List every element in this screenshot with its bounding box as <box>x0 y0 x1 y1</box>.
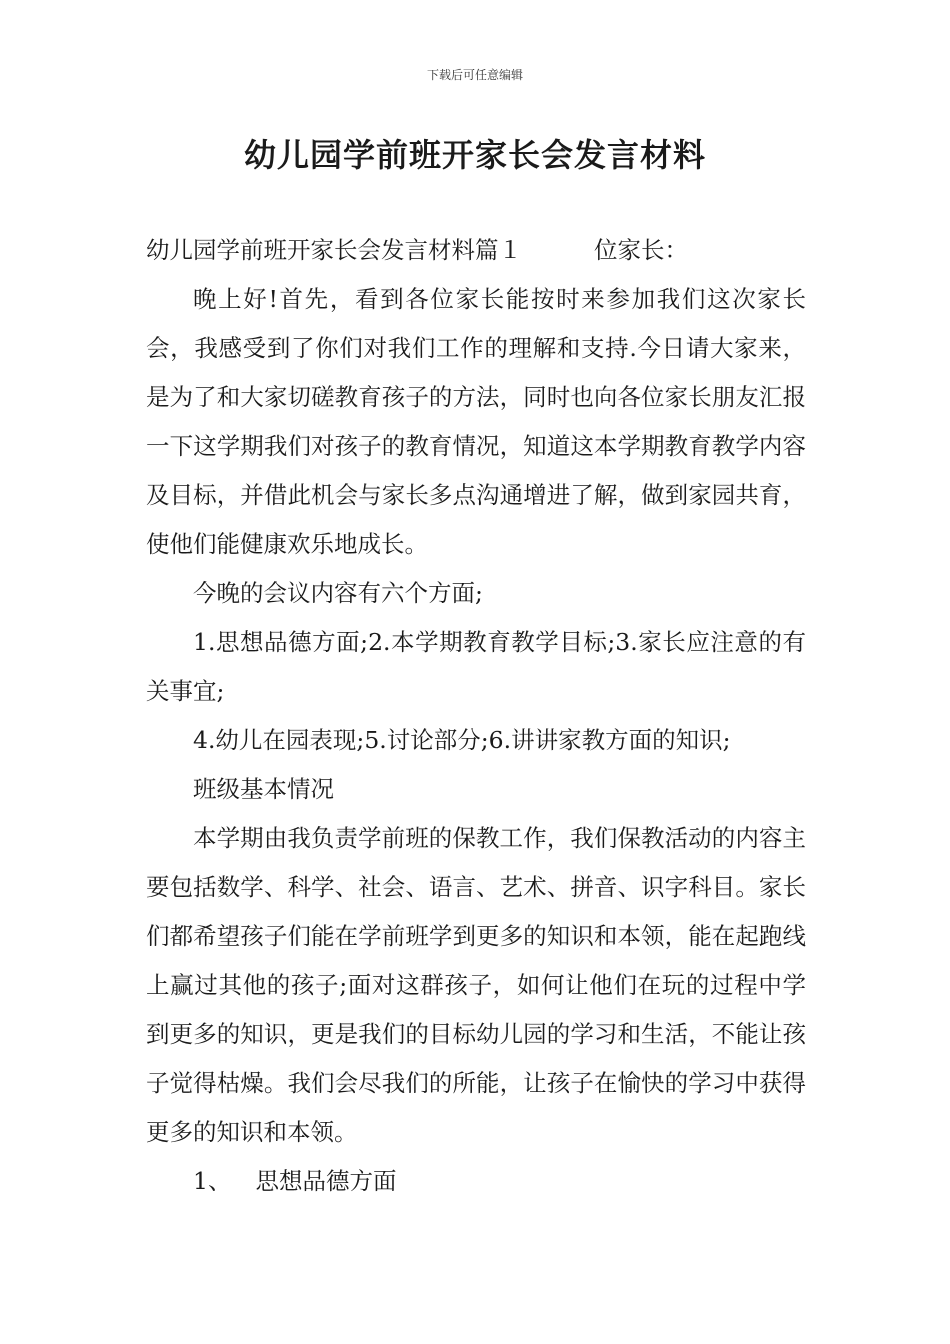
header-note: 下载后可任意编辑 <box>426 68 523 82</box>
section-label: 思想品德方面 <box>255 1167 397 1195</box>
article-heading: 幼儿园学前班开家长会发言材料篇１ <box>146 236 522 264</box>
document-body <box>146 226 806 1206</box>
paragraph-meeting-intro: 今晚的会议内容有六个方面; <box>193 579 483 607</box>
paragraph-class-info: 本学期由我负责学前班的保教工作，我们保教活动的内容主要包括数学、科学、社会、语言、艺术、拼音、识字科目。家长们都希望孩子们能在学前班学到更多的知识和本领，能在起跑线上赢过其他的孩子;面对这群孩子，如何让他们在玩的过程中学到更多的知识，更是我们的目标幼儿园的学习和生活，不能让孩子觉得枯燥。我们会尽我们的所能，让孩子在愉快的学习中获得更多的知识和本领。 <box>146 824 806 1146</box>
section-number: 1、 <box>193 1167 232 1195</box>
first-line <box>146 226 806 275</box>
paragraph-agenda-1: 1.思想品德方面;2.本学期教育教学目标;3.家长应注意的有关事宜; <box>146 628 806 705</box>
salutation: 位家长： <box>594 236 688 264</box>
document-title: 幼儿园学前班开家长会发言材料 <box>243 136 706 174</box>
section-heading-1 <box>146 1157 806 1206</box>
paragraph-class-heading: 班级基本情况 <box>193 775 334 803</box>
paragraph-agenda-2: 4.幼儿在园表现;5.讨论部分;6.讲讲家教方面的知识; <box>193 726 731 754</box>
paragraph-greeting: 晚上好!首先，看到各位家长能按时来参加我们这次家长会，我感受到了你们对我们工作的理解和支持.今日请大家来，是为了和大家切磋教育孩子的方法，同时也向各位家长朋友汇报一下这学期我们对孩子的教育情况，知道这本学期教育教学内容及目标，并借此机会与家长多点沟通增进了解，做到家园共育，使他们能健康欢乐地成长。 <box>146 285 806 558</box>
